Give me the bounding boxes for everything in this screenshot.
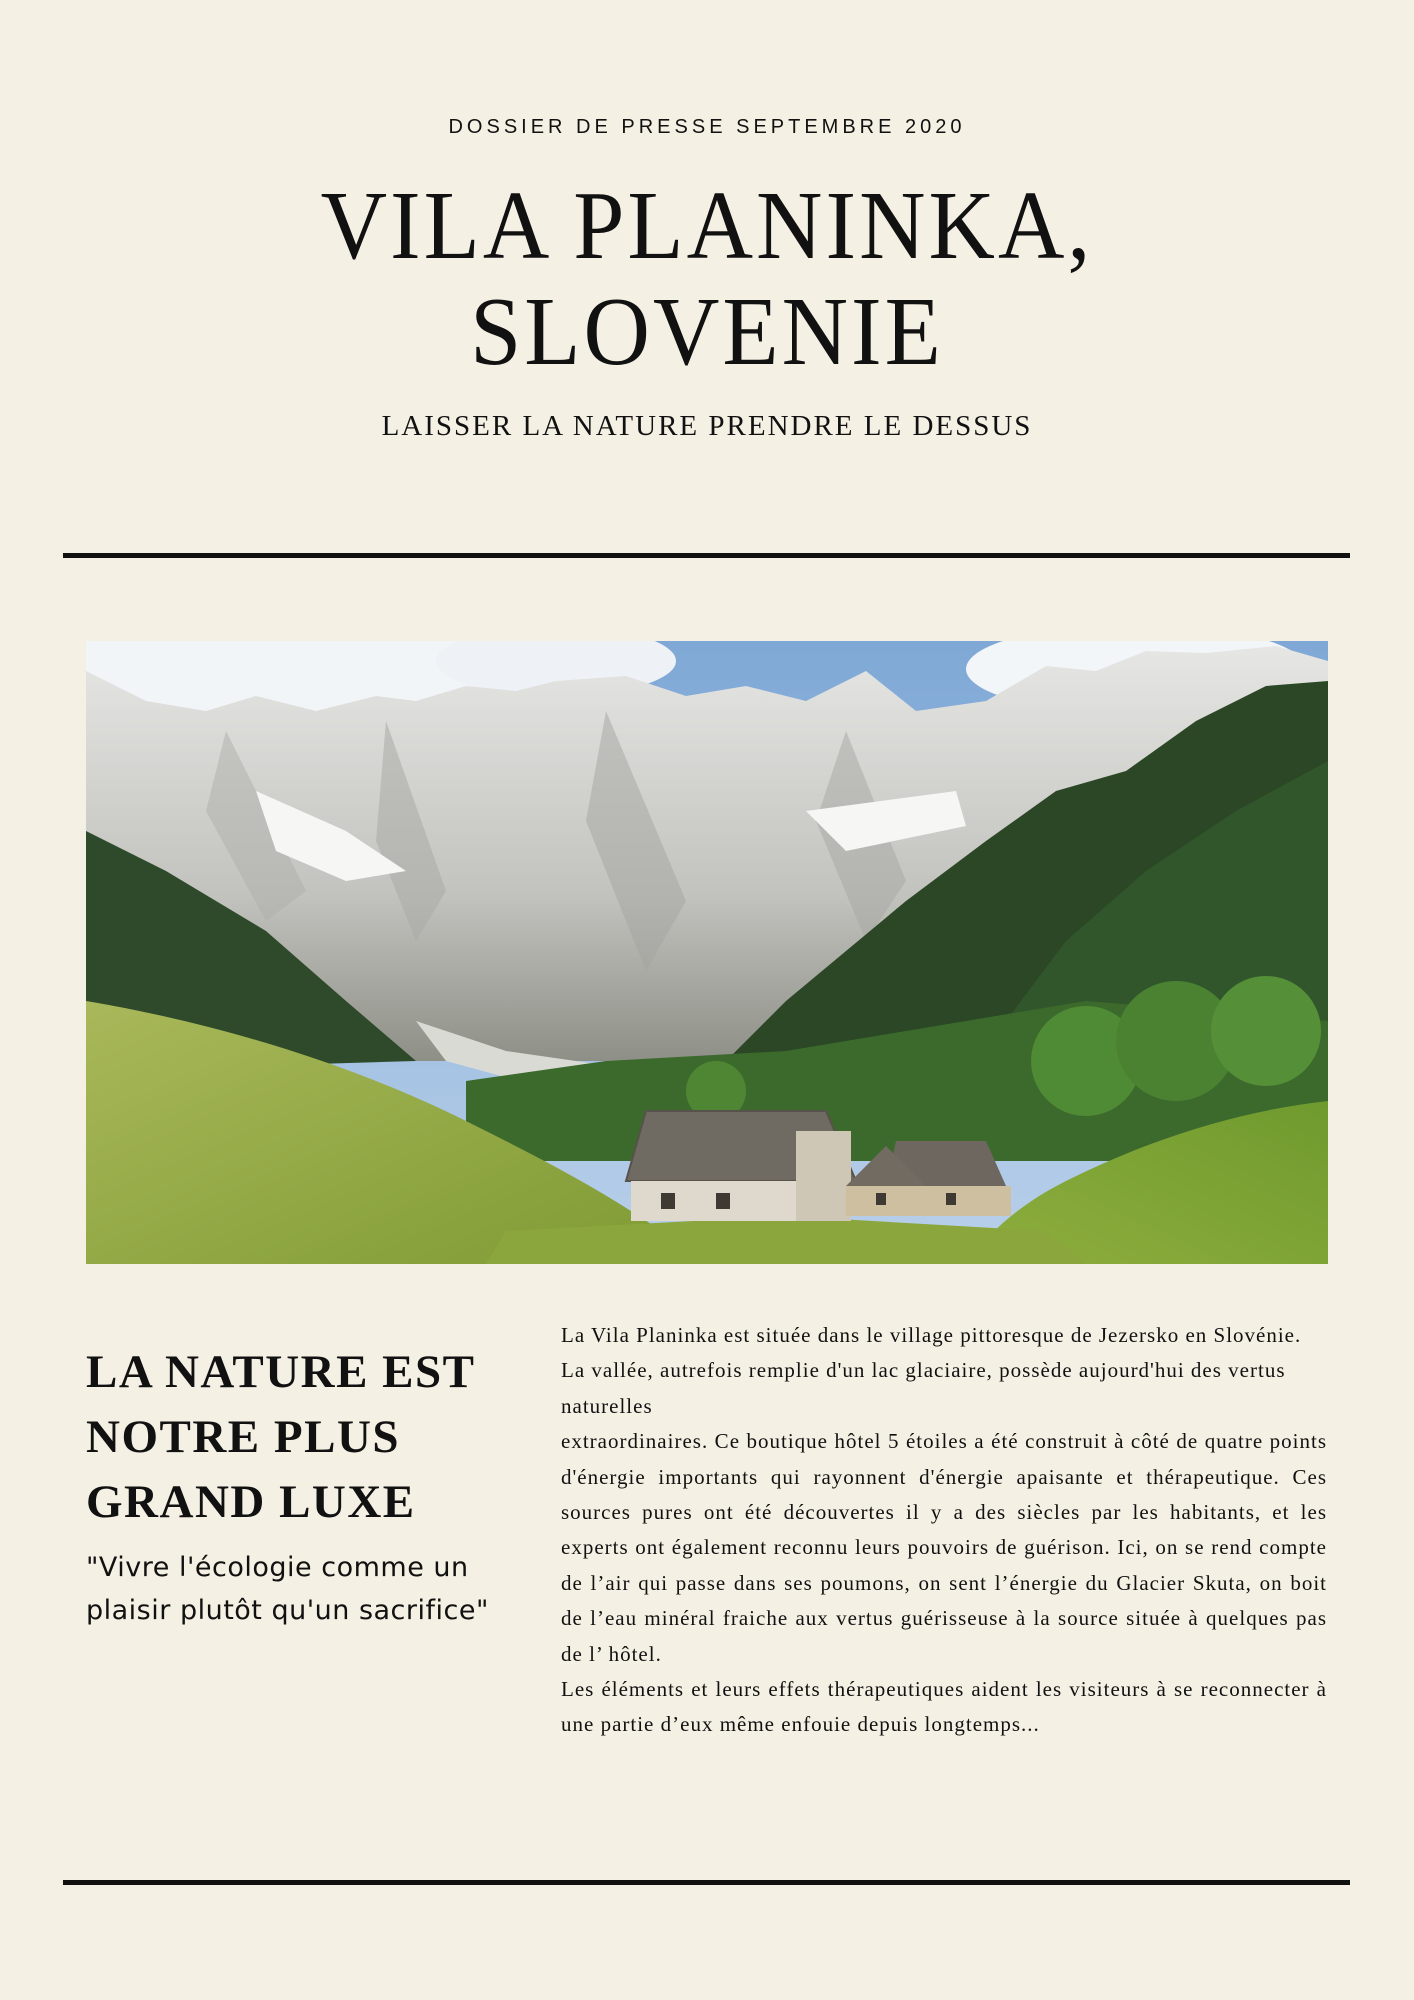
hero-image <box>86 641 1328 1264</box>
section-heading-line-1: LA NATURE EST <box>86 1346 476 1398</box>
page-title-line-1: VILA PLANINKA, <box>320 170 1094 280</box>
body-paragraph-3: Les éléments et leurs effets thérapeutiques aident les visiteurs à se reconnecter à une partie d’eux même enfouie depuis longtemps... <box>561 1677 1327 1737</box>
body-paragraph-2: extraordinaires. Ce boutique hôtel 5 étoiles a été construit à côté de quatre points d'énergie importants qui rayonnent d'énergie apaisante et thérapeutique. Ces sources pures ont été découvertes il y a des siècles par les habitants, et les experts ont également reconnu leurs pouvoirs de guérison. Ici, on se rend compte de l’air qui passe dans ses poumons, on sent l’énergie du Glacier Skuta, on boit de l’eau minéral fraiche aux vertus guérisseuse à la source située à quelques pas de l’ hôtel. <box>561 1429 1327 1666</box>
page-title <box>0 172 1414 384</box>
body-text <box>561 1318 1327 1743</box>
section-heading-line-2: NOTRE PLUS <box>86 1411 401 1463</box>
section-heading-line-3: GRAND LUXE <box>86 1476 416 1528</box>
press-kit-date: DOSSIER DE PRESSE SEPTEMBRE 2020 <box>448 116 966 138</box>
section-heading <box>86 1340 526 1535</box>
pull-quote: "Vivre l'écologie comme un plaisir plutôt qu'un sacrifice" <box>86 1552 489 1626</box>
divider-bottom <box>63 1880 1350 1885</box>
page-subtitle: LAISSER LA NATURE PRENDRE LE DESSUS <box>381 410 1033 442</box>
mountain-valley-illustration <box>86 641 1328 1264</box>
page-title-line-2: SLOVENIE <box>470 276 944 386</box>
divider-top <box>63 553 1350 558</box>
body-paragraph-1: La Vila Planinka est située dans le village pittoresque de Jezersko en Slovénie. La vallée, autrefois remplie d'un lac glaciaire, possède aujourd'hui des vertus naturelles <box>561 1323 1302 1418</box>
